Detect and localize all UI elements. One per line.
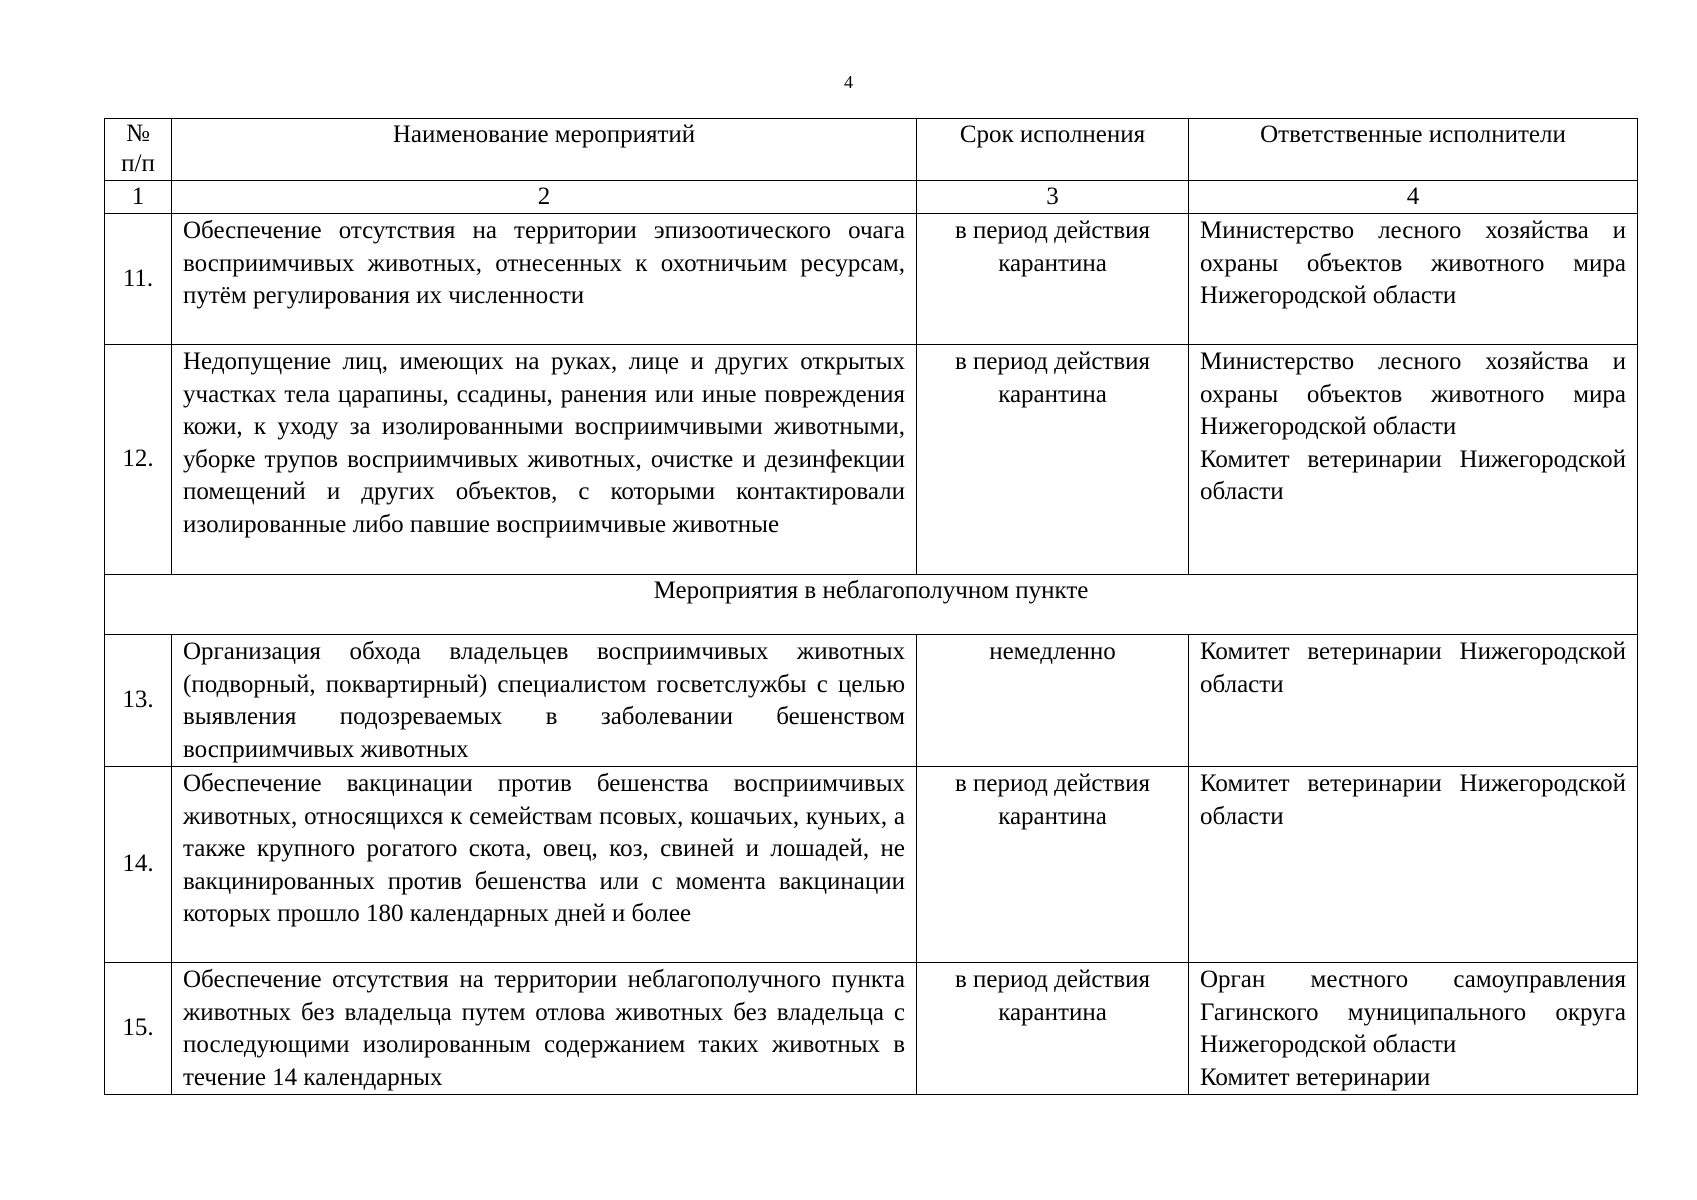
column-number: 1 [105, 181, 172, 214]
measure-name: Обеспечение отсутствия на территории неблагополучного пункта животных без владельца путем отлова животных без владельца с последующими изолированным содержанием таких животных в течение 14 календарных [172, 963, 917, 1095]
table-header-row [105, 119, 1638, 181]
responsible-executor: Министерство лесного хозяйства и охраны объектов животного мира Нижегородской области [1200, 348, 1626, 440]
execution-term: в период действия карантина [917, 345, 1189, 575]
responsible-executor: Комитет ветеринарии Нижегородской области [1200, 638, 1626, 698]
column-number: 3 [917, 181, 1189, 214]
responsible-executor: Комитет ветеринарии [1200, 1063, 1431, 1091]
responsible-cell [1189, 214, 1638, 345]
execution-term: немедленно [917, 635, 1189, 767]
execution-term: в период действия карантина [917, 767, 1189, 963]
table-row [105, 767, 1638, 963]
section-title: Мероприятия в неблагополучном пункте [105, 575, 1638, 635]
rows-after-section [105, 635, 1638, 1095]
responsible-executor: Комитет ветеринарии Нижегородской области [1200, 770, 1626, 830]
column-number-row [105, 181, 1638, 214]
row-number: 14. [105, 767, 172, 963]
responsible-executor: Министерство лесного хозяйства и охраны объектов животного мира Нижегородской области [1200, 217, 1626, 309]
column-number: 4 [1189, 181, 1638, 214]
responsible-executor: Комитет ветеринарии Нижегородской области [1200, 445, 1626, 505]
header-responsible: Ответственные исполнители [1189, 119, 1638, 181]
row-number: 12. [105, 345, 172, 575]
execution-term: в период действия карантина [917, 963, 1189, 1095]
row-number: 13. [105, 635, 172, 767]
table-row [105, 214, 1638, 345]
table-row [105, 963, 1638, 1095]
rows-before-section [105, 214, 1638, 575]
row-number: 15. [105, 963, 172, 1095]
header-number: № п/п [105, 119, 172, 181]
measure-name: Обеспечение вакцинации против бешенства восприимчивых животных, относящихся к семействам псовых, кошачьих, куньих, а также крупного рогатого скота, овец, коз, свиней и лошадей, не вакцинированных против бешенства или с момента вакцинации которых прошло 180 календарных дней и более [172, 767, 917, 963]
responsible-executor: Орган местного самоуправления Гагинского муниципального округа Нижегородской области [1200, 966, 1626, 1058]
column-number: 2 [172, 181, 917, 214]
execution-term: в период действия карантина [917, 214, 1189, 345]
header-term: Срок исполнения [917, 119, 1189, 181]
section-row [105, 575, 1638, 635]
measures-table [104, 118, 1638, 1095]
measure-name: Обеспечение отсутствия на территории эпизоотического очага восприимчивых животных, отнесенных к охотничьим ресурсам, путём регулирования их численности [172, 214, 917, 345]
table-row [105, 635, 1638, 767]
responsible-cell [1189, 635, 1638, 767]
page-number: 4 [844, 72, 853, 92]
measure-name: Недопущение лиц, имеющих на руках, лице и других открытых участках тела царапины, ссадины, ранения или иные повреждения кожи, к уходу за изолированными восприимчивыми животными, уборке трупов восприимчивых животных, очистке и дезинфекции помещений и других объектов, с которыми контактировали изолированные либо павшие восприимчивые животные [172, 345, 917, 575]
responsible-cell [1189, 345, 1638, 575]
table-row [105, 345, 1638, 575]
measure-name: Организация обхода владельцев восприимчивых животных (подворный, поквартирный) специалистом госветслужбы с целью выявления подозреваемых в заболевании бешенством восприимчивых животных [172, 635, 917, 767]
responsible-cell [1189, 963, 1638, 1095]
row-number: 11. [105, 214, 172, 345]
header-name: Наименование мероприятий [172, 119, 917, 181]
responsible-cell [1189, 767, 1638, 963]
